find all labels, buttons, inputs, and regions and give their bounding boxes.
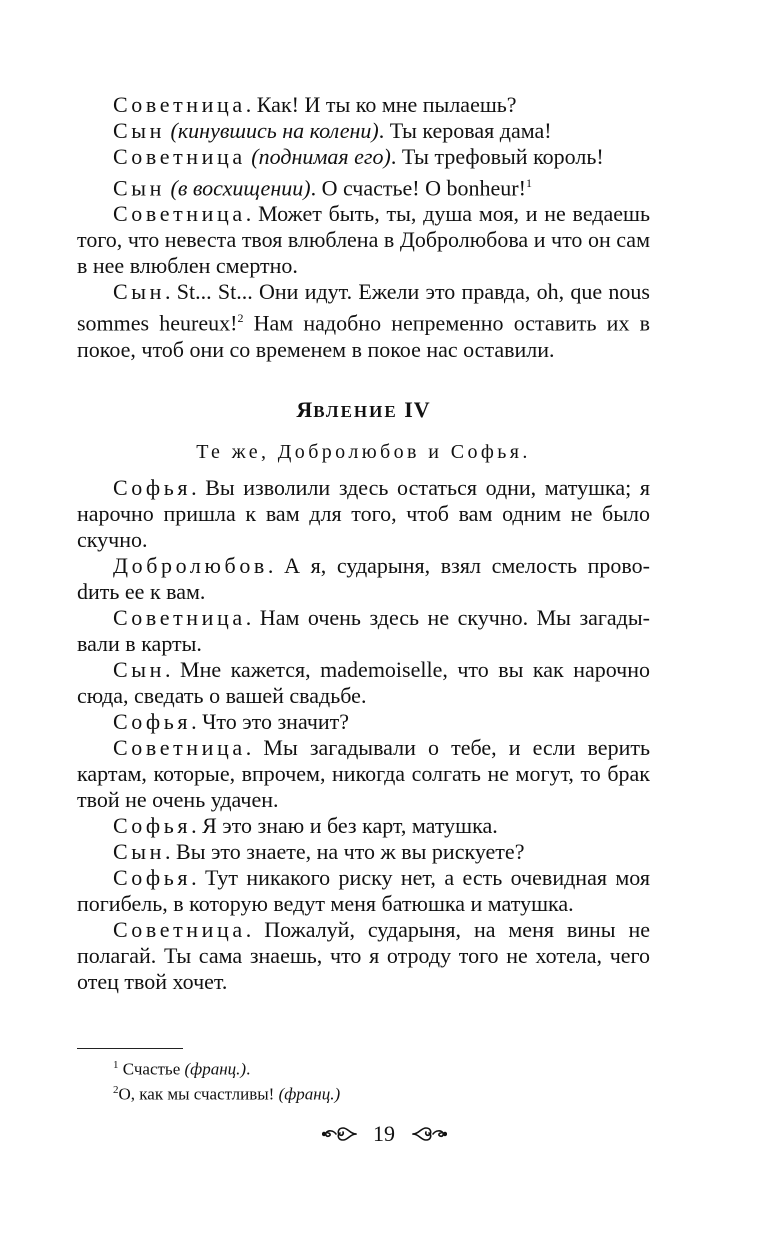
scene-cast: Те же, Добролюбов и Софья. <box>196 440 531 463</box>
ornament-left-icon <box>322 1124 358 1144</box>
dialogue-line <box>77 201 650 279</box>
line-text: . А я, сударыня, взял смелость провоdить ее к вам. <box>77 552 650 604</box>
dialogue-line <box>77 605 650 657</box>
dialogue-line <box>77 553 650 605</box>
line-text: . Пожалуй, сударыня, на меня вины не полагай. Ты сама знаешь, что я отроду того не хотела, чего отец твой хочет. <box>77 916 650 994</box>
speaker-name: Софья <box>113 864 192 890</box>
footnote-text: Счастье <box>118 1059 185 1079</box>
footnote-mark: 2 <box>113 1083 119 1096</box>
dialogue-line <box>77 144 650 170</box>
speaker-name: Софья <box>113 708 192 734</box>
stage-direction: (в восхищении) <box>170 175 311 201</box>
stage-direction: (поднимая его) <box>251 144 391 169</box>
ornament-right-icon <box>411 1124 447 1144</box>
dialogue-line <box>77 813 650 839</box>
dialogue-line <box>77 118 650 144</box>
footnote-ref[interactable]: 1 <box>525 176 532 190</box>
speaker-name: Сын <box>113 656 166 682</box>
footnote <box>77 1080 650 1105</box>
line-text: . Мне кажется, mademoiselle, что вы как нарочно сюда, сведать о вашей свадьбе. <box>77 656 650 708</box>
line-text: . Мы загадывали о тебе, и если верить картам, которые, впрочем, никогда солгать не могут, то брак твой не очень удачен. <box>77 734 650 812</box>
line-text-tail: Нам надобно непременно оставить их в покое, чтоб они со временем в покое нас оставили. <box>77 310 650 362</box>
dialogue-line <box>77 709 650 735</box>
line-text: . Я это знаю и без карт, матушка. <box>191 812 498 838</box>
speaker-name: Софья <box>113 474 192 500</box>
speaker-name: Советница <box>113 604 246 630</box>
footnote-source: (франц.) <box>184 1059 247 1079</box>
line-text: . Вы это знаете, на что ж вы рискуете? <box>165 838 525 864</box>
page-number: 19 <box>373 1120 395 1146</box>
footnote-rule <box>77 1048 183 1049</box>
dialogue-line <box>77 839 650 865</box>
footnotes <box>77 1048 650 1104</box>
speaker-name: Сын <box>113 279 166 305</box>
footnote-source: (франц.) <box>278 1084 341 1104</box>
line-text: . Вы изволили здесь остаться одни, матушка; я нарочно пришла к вам для того, чтоб вам одним не было скучно. <box>77 474 650 552</box>
line-text: . St... St... Они идут. Ежели это правда, oh, que nous sommes heureux! <box>77 279 650 336</box>
dialogue-line <box>77 865 650 917</box>
footnote-end: . <box>246 1059 251 1079</box>
speaker-name: Добролюбов <box>113 552 268 578</box>
page-footer <box>0 1118 768 1148</box>
speaker-name: Советница <box>113 92 246 117</box>
line-text: . Тут никакого риску нет, а есть очевидная моя погибель, в которую ведут меня батюшка и матушка. <box>77 864 650 916</box>
page-body <box>77 92 650 995</box>
dialogue-line <box>77 279 650 362</box>
line-text: . О счастье! О bonheur! <box>310 175 526 201</box>
speaker-name: Советница <box>113 734 246 760</box>
speaker-name: Сын <box>113 118 166 143</box>
line-text: . Нам очень здесь не скучно. Мы загадывали в карты. <box>77 604 650 656</box>
scene-heading-initial: Я <box>296 396 314 422</box>
dialogue-line <box>77 657 650 709</box>
stage-direction: (кинувшись на колени) <box>170 118 379 143</box>
line-text: . Ты керовая дама! <box>378 118 552 143</box>
footnote-text: О, как мы счастливы! <box>118 1084 279 1104</box>
speaker-name: Сын <box>113 838 166 864</box>
line-text: . Что это значит? <box>191 708 350 734</box>
speaker-name: Софья <box>113 812 192 838</box>
scene-number: IV <box>404 396 431 422</box>
speaker-name: Сын <box>113 175 166 201</box>
speaker-name: Советница <box>113 144 246 169</box>
speaker-name: Советница <box>113 201 246 227</box>
footnote-ref[interactable]: 2 <box>237 311 244 326</box>
dialogue-line <box>77 735 650 813</box>
footnote <box>77 1055 650 1080</box>
dialogue-line <box>77 92 650 118</box>
line-text: . Может быть, ты, душа моя, и не ведаешь того, что невеста твоя влюблена в Добролюбова и что он сам в нее влюблен смертно. <box>77 201 650 279</box>
scene-heading-rest: ВЛЕНИЕ <box>313 401 398 421</box>
scene-heading <box>77 397 650 425</box>
dialogue-line <box>77 917 650 995</box>
line-text: . Как! И ты ко мне пылаешь? <box>245 92 517 117</box>
footnote-mark: 1 <box>113 1059 119 1071</box>
line-text: . Ты трефовый король! <box>390 144 604 169</box>
speaker-name: Советница <box>113 916 246 942</box>
dialogue-line <box>77 170 650 201</box>
dialogue-line <box>77 475 650 553</box>
